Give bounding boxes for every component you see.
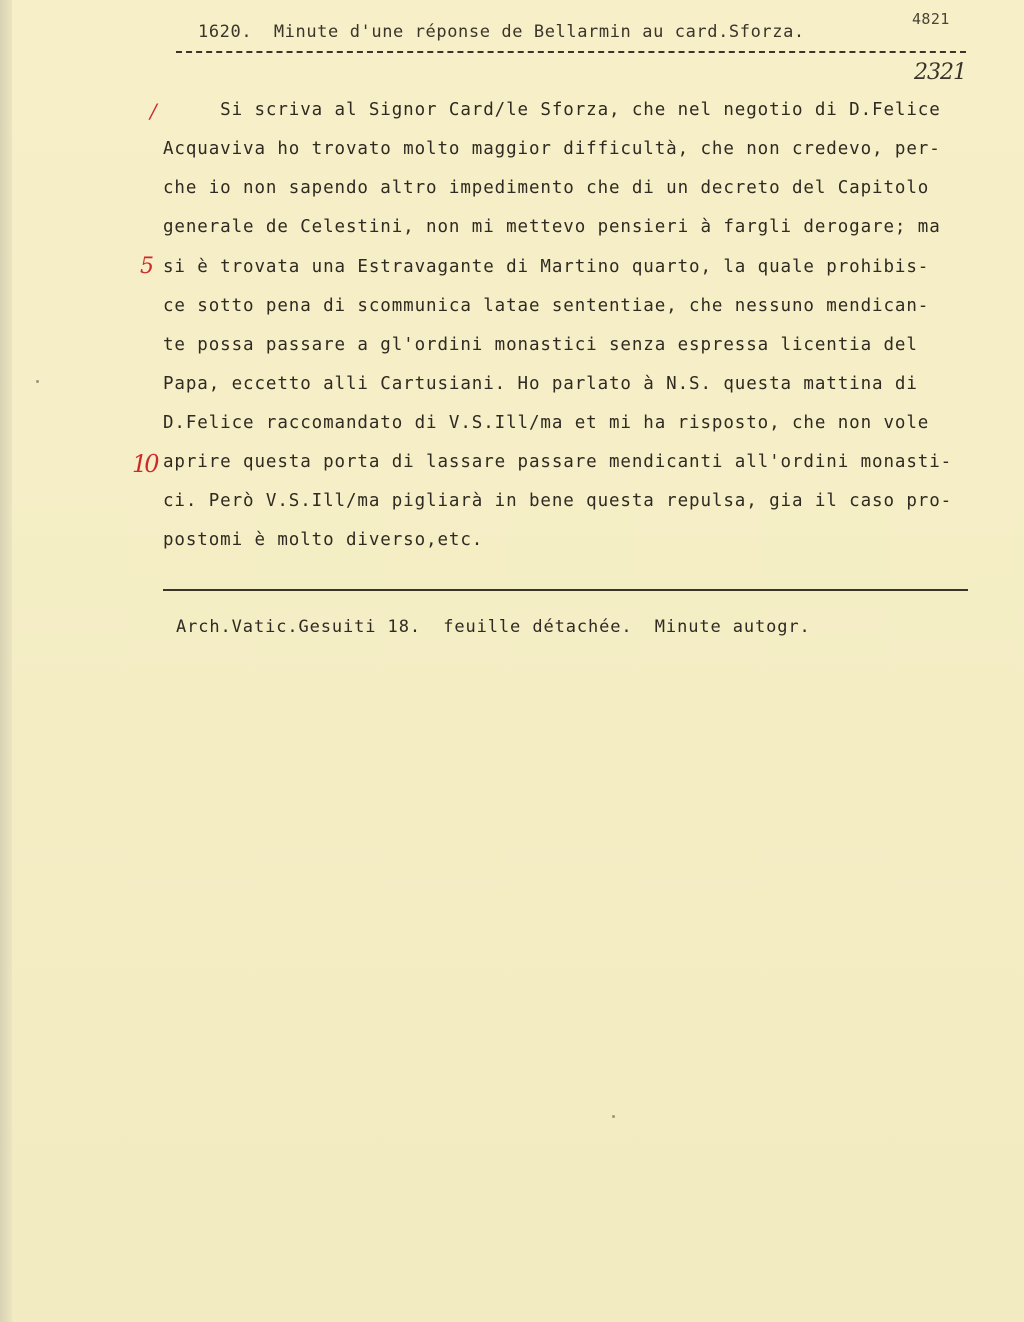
margin-line-marker-1: / <box>150 99 157 123</box>
page-edge-shadow <box>0 0 12 1322</box>
body-line: aprire questa porta di lassare passare mendicanti all'ordini monasti- <box>163 452 953 472</box>
body-line: Papa, eccetto alli Cartusiani. Ho parlato à N.S. questa mattina di <box>163 374 918 394</box>
margin-line-marker-10: 10 <box>132 450 157 478</box>
paper-speck <box>36 380 39 383</box>
paper-speck <box>612 1115 615 1118</box>
margin-line-marker-5: 5 <box>140 254 154 279</box>
document-title: 1620. Minute d'une réponse de Bellarmin au card.Sforza. <box>198 22 805 42</box>
header-dashed-rule <box>176 51 966 53</box>
body-line: ci. Però V.S.Ill/ma pigliarà in bene questa repulsa, gia il caso pro- <box>163 491 953 511</box>
archive-source-note: Arch.Vatic.Gesuiti 18. feuille détachée. Minute autogr. <box>176 617 811 637</box>
archive-number: 4821 <box>912 10 950 28</box>
body-line: Acquaviva ho trovato molto maggior difficultà, che non credevo, per- <box>163 139 941 159</box>
body-line: D.Felice raccomandato di V.S.Ill/ma et mi ha risposto, che non vole <box>163 413 930 433</box>
footer-rule <box>163 589 968 591</box>
body-line: si è trovata una Estravagante di Martino quarto, la quale prohibis- <box>163 257 930 277</box>
body-line: postomi è molto diverso,etc. <box>163 530 484 550</box>
body-line: ce sotto pena di scommunica latae sententiae, che nessuno mendican- <box>163 296 930 316</box>
body-line: te possa passare a gl'ordini monastici senza espressa licentia del <box>163 335 918 355</box>
body-line: generale de Celestini, non mi mettevo pensieri à fargli derogare; ma <box>163 217 941 237</box>
handwritten-folio-number: 2321 <box>914 60 966 85</box>
body-line: Si scriva al Signor Card/le Sforza, che nel negotio di D.Felice <box>163 100 941 120</box>
body-line: che io non sapendo altro impedimento che di un decreto del Capitolo <box>163 178 930 198</box>
